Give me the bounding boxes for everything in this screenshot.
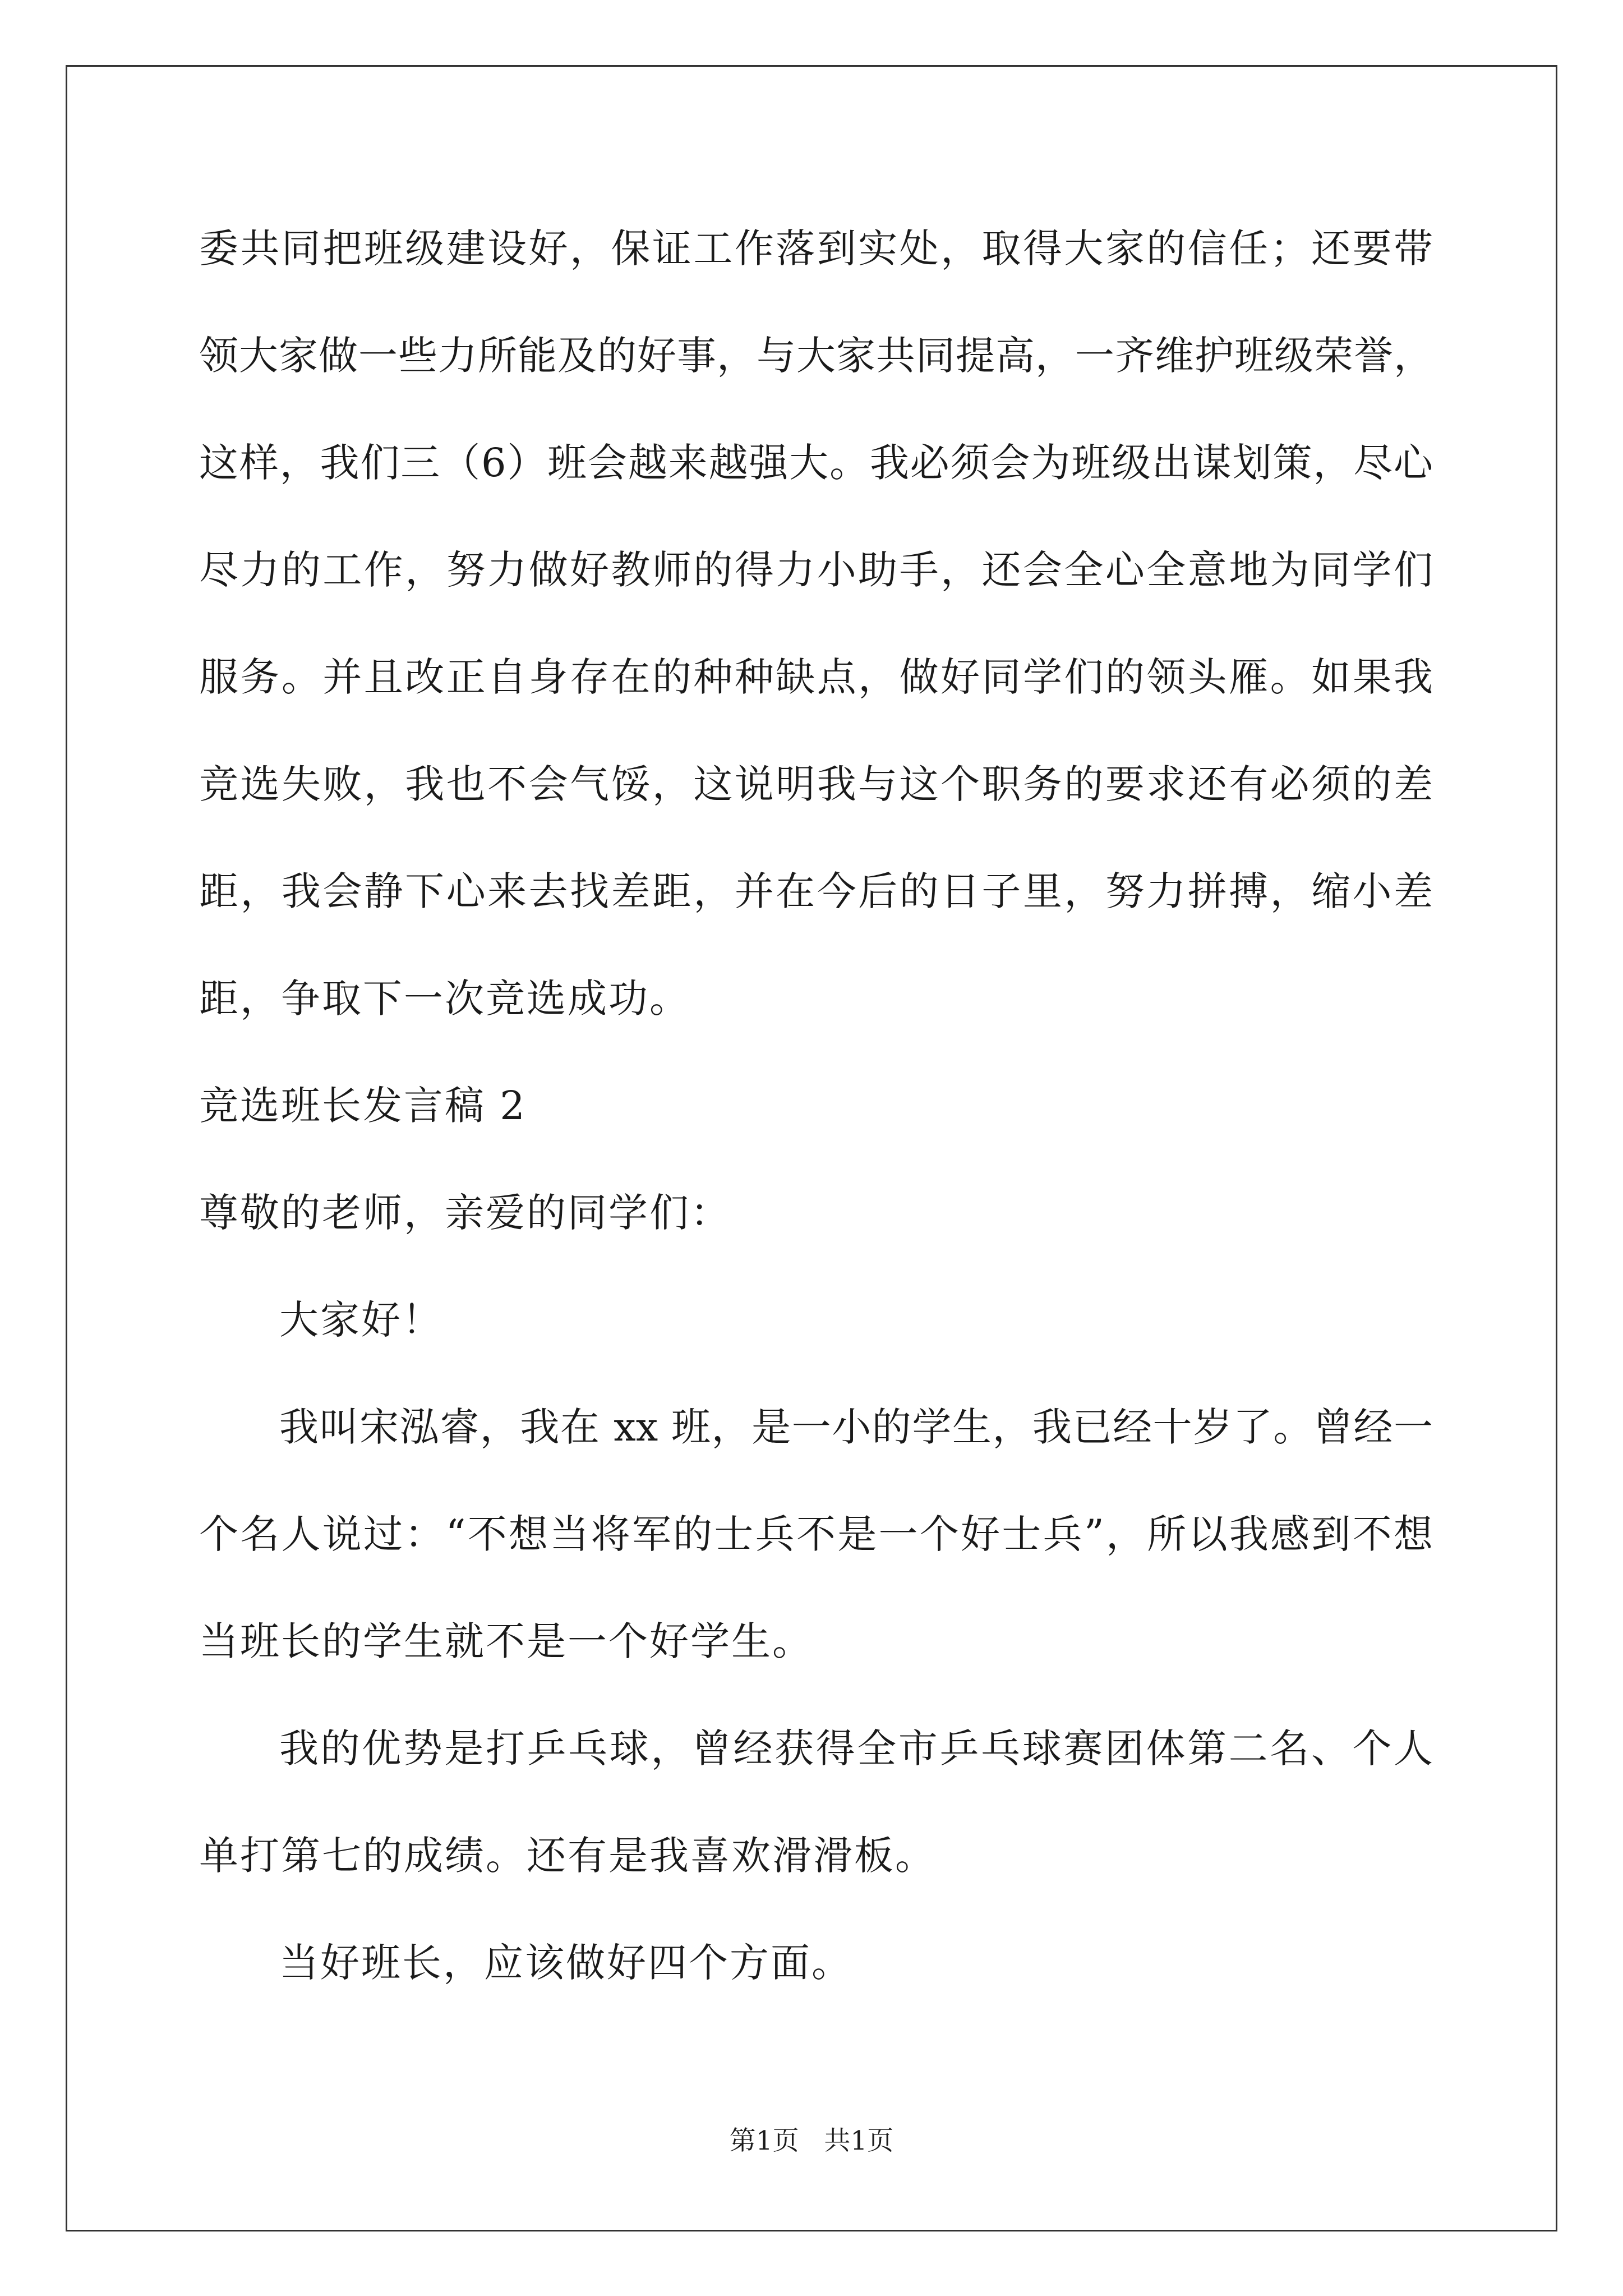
greeting: 大家好！	[279, 1297, 443, 1343]
body-line: 领大家做一些力所能及的好事，与大家共同提高，一齐维护班级荣誉，	[199, 333, 1433, 379]
body-line: 我叫宋泓睿，我在 xx 班，是一小的学生，我已经十岁了。曾经一	[279, 1404, 1433, 1450]
body-line: 距，争取下一次竞选成功。	[199, 976, 690, 1022]
body-line: 服务。并且改正自身存在的种种缺点，做好同学们的领头雁。如果我	[199, 654, 1433, 700]
body-line: 委共同把班级建设好，保证工作落到实处，取得大家的信任；还要带	[199, 226, 1433, 272]
body-line: 当班长的学生就不是一个好学生。	[199, 1618, 813, 1664]
body-line: 这样，我们三（6）班会越来越强大。我必须会为班级出谋划策，尽心	[199, 440, 1433, 486]
body-line: 距，我会静下心来去找差距，并在今后的日子里，努力拼搏，缩小差	[199, 868, 1433, 914]
body-line: 个名人说过：“不想当将军的士兵不是一个好士兵”，所以我感到不想	[199, 1511, 1433, 1557]
body-line: 竞选失败，我也不会气馁，这说明我与这个职务的要求还有必须的差	[199, 761, 1433, 807]
body-line: 当好班长，应该做好四个方面。	[279, 1940, 852, 1986]
body-line: 我的优势是打乒乓球，曾经获得全市乒乓球赛团体第二名、个人	[279, 1726, 1433, 1772]
body-line: 尽力的工作，努力做好教师的得力小助手，还会全心全意地为同学们	[199, 547, 1433, 593]
body-line: 单打第七的成绩。还有是我喜欢滑滑板。	[199, 1833, 936, 1879]
page-number-footer: 第1页 共1页	[729, 2125, 894, 2156]
page-border	[66, 65, 1557, 2231]
section-title: 竞选班长发言稿 2	[199, 1083, 527, 1129]
salutation: 尊敬的老师，亲爱的同学们：	[199, 1190, 731, 1236]
